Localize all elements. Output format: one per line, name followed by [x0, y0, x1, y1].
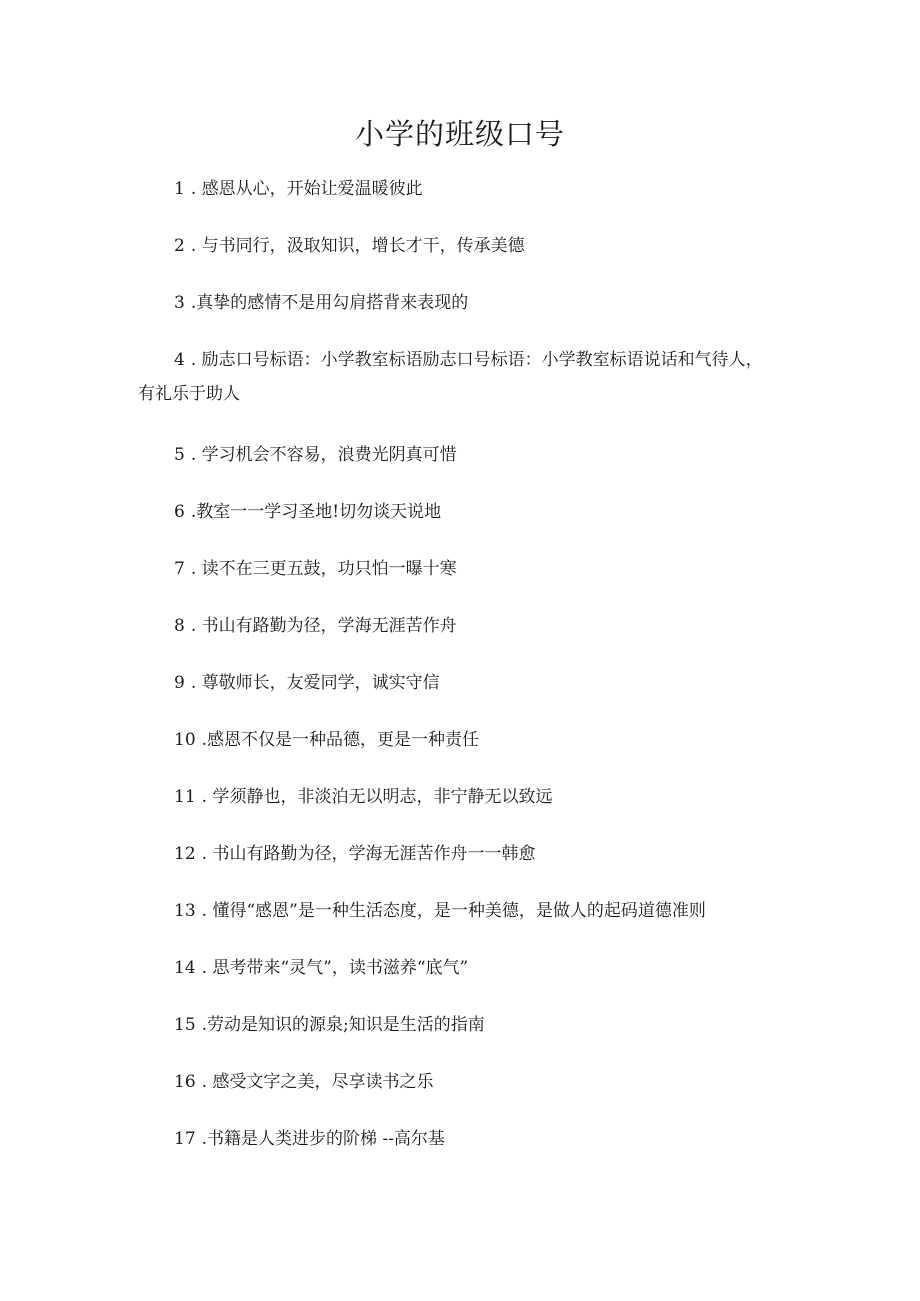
- item-number: 5: [174, 445, 185, 465]
- item-text: . 励志口号标语：小学教室标语励志口号标语：小学教室标语说话和气待人，有礼乐于助人: [138, 350, 763, 404]
- list-item: [138, 1122, 778, 1156]
- item-text: . 读不在三更五鼓，功只怕一曝十寒: [190, 559, 457, 579]
- list-item: [138, 837, 778, 871]
- item-text: . 书山有路勤为径，学海无涯苦作舟一一韩愈: [201, 844, 536, 864]
- item-number: 6: [174, 502, 185, 522]
- item-number: 9: [174, 673, 185, 693]
- list-item: [138, 172, 778, 206]
- list-item: [138, 1065, 778, 1099]
- item-text: . 学习机会不容易，浪费光阴真可惜: [190, 445, 457, 465]
- item-number: 3: [174, 293, 185, 313]
- list-item: [138, 286, 778, 320]
- list-item: [138, 495, 778, 529]
- item-text: . 与书同行，汲取知识，增长才干，传承美德: [190, 236, 525, 256]
- list-item: [138, 609, 778, 643]
- item-text: .感恩不仅是一种品德，更是一种责任: [201, 730, 480, 750]
- item-text: . 书山有路勤为径，学海无涯苦作舟: [190, 616, 457, 636]
- item-number: 17: [174, 1129, 196, 1149]
- item-text: . 感受文字之美，尽享读书之乐: [201, 1072, 434, 1092]
- item-number: 15: [174, 1015, 196, 1035]
- list-item: [138, 438, 778, 472]
- item-number: 12: [174, 844, 196, 864]
- list-item: [138, 723, 778, 757]
- list-item: [138, 666, 778, 700]
- item-number: 10: [174, 730, 196, 750]
- item-number: 1: [174, 179, 185, 199]
- item-text: . 尊敬师长，友爱同学，诚实守信: [190, 673, 440, 693]
- item-number: 13: [174, 901, 196, 921]
- item-number: 7: [174, 559, 185, 579]
- list-item: [138, 1008, 778, 1042]
- item-text: . 懂得“感恩”是一种生活态度，是一种美德，是做人的起码道德准则: [201, 901, 706, 921]
- item-number: 2: [174, 236, 185, 256]
- page-title: 小学的班级口号: [354, 117, 565, 151]
- list-item: [138, 894, 778, 928]
- item-text: .书籍是人类进步的阶梯 --高尔基: [201, 1129, 445, 1149]
- item-text: .劳动是知识的源泉;知识是生活的指南: [201, 1015, 485, 1035]
- item-text: . 感恩从心，开始让爱温暖彼此: [190, 179, 423, 199]
- list-item: [138, 951, 778, 985]
- item-number: 4: [174, 350, 185, 370]
- item-text: . 学须静也，非淡泊无以明志，非宁静无以致远: [201, 787, 553, 807]
- item-text: .真挚的感情不是用勾肩搭背来表现的: [190, 293, 469, 313]
- list-item: [138, 229, 778, 263]
- item-number: 14: [174, 958, 196, 978]
- list-item: [138, 343, 778, 411]
- list-item: [138, 552, 778, 586]
- item-number: 11: [174, 787, 196, 807]
- item-text: . 思考带来“灵气”，读书滋养“底气”: [201, 958, 469, 978]
- item-number: 8: [174, 616, 185, 636]
- item-text: .教室一一学习圣地!切勿谈天说地: [190, 502, 442, 522]
- list-item: [138, 780, 778, 814]
- item-number: 16: [174, 1072, 196, 1092]
